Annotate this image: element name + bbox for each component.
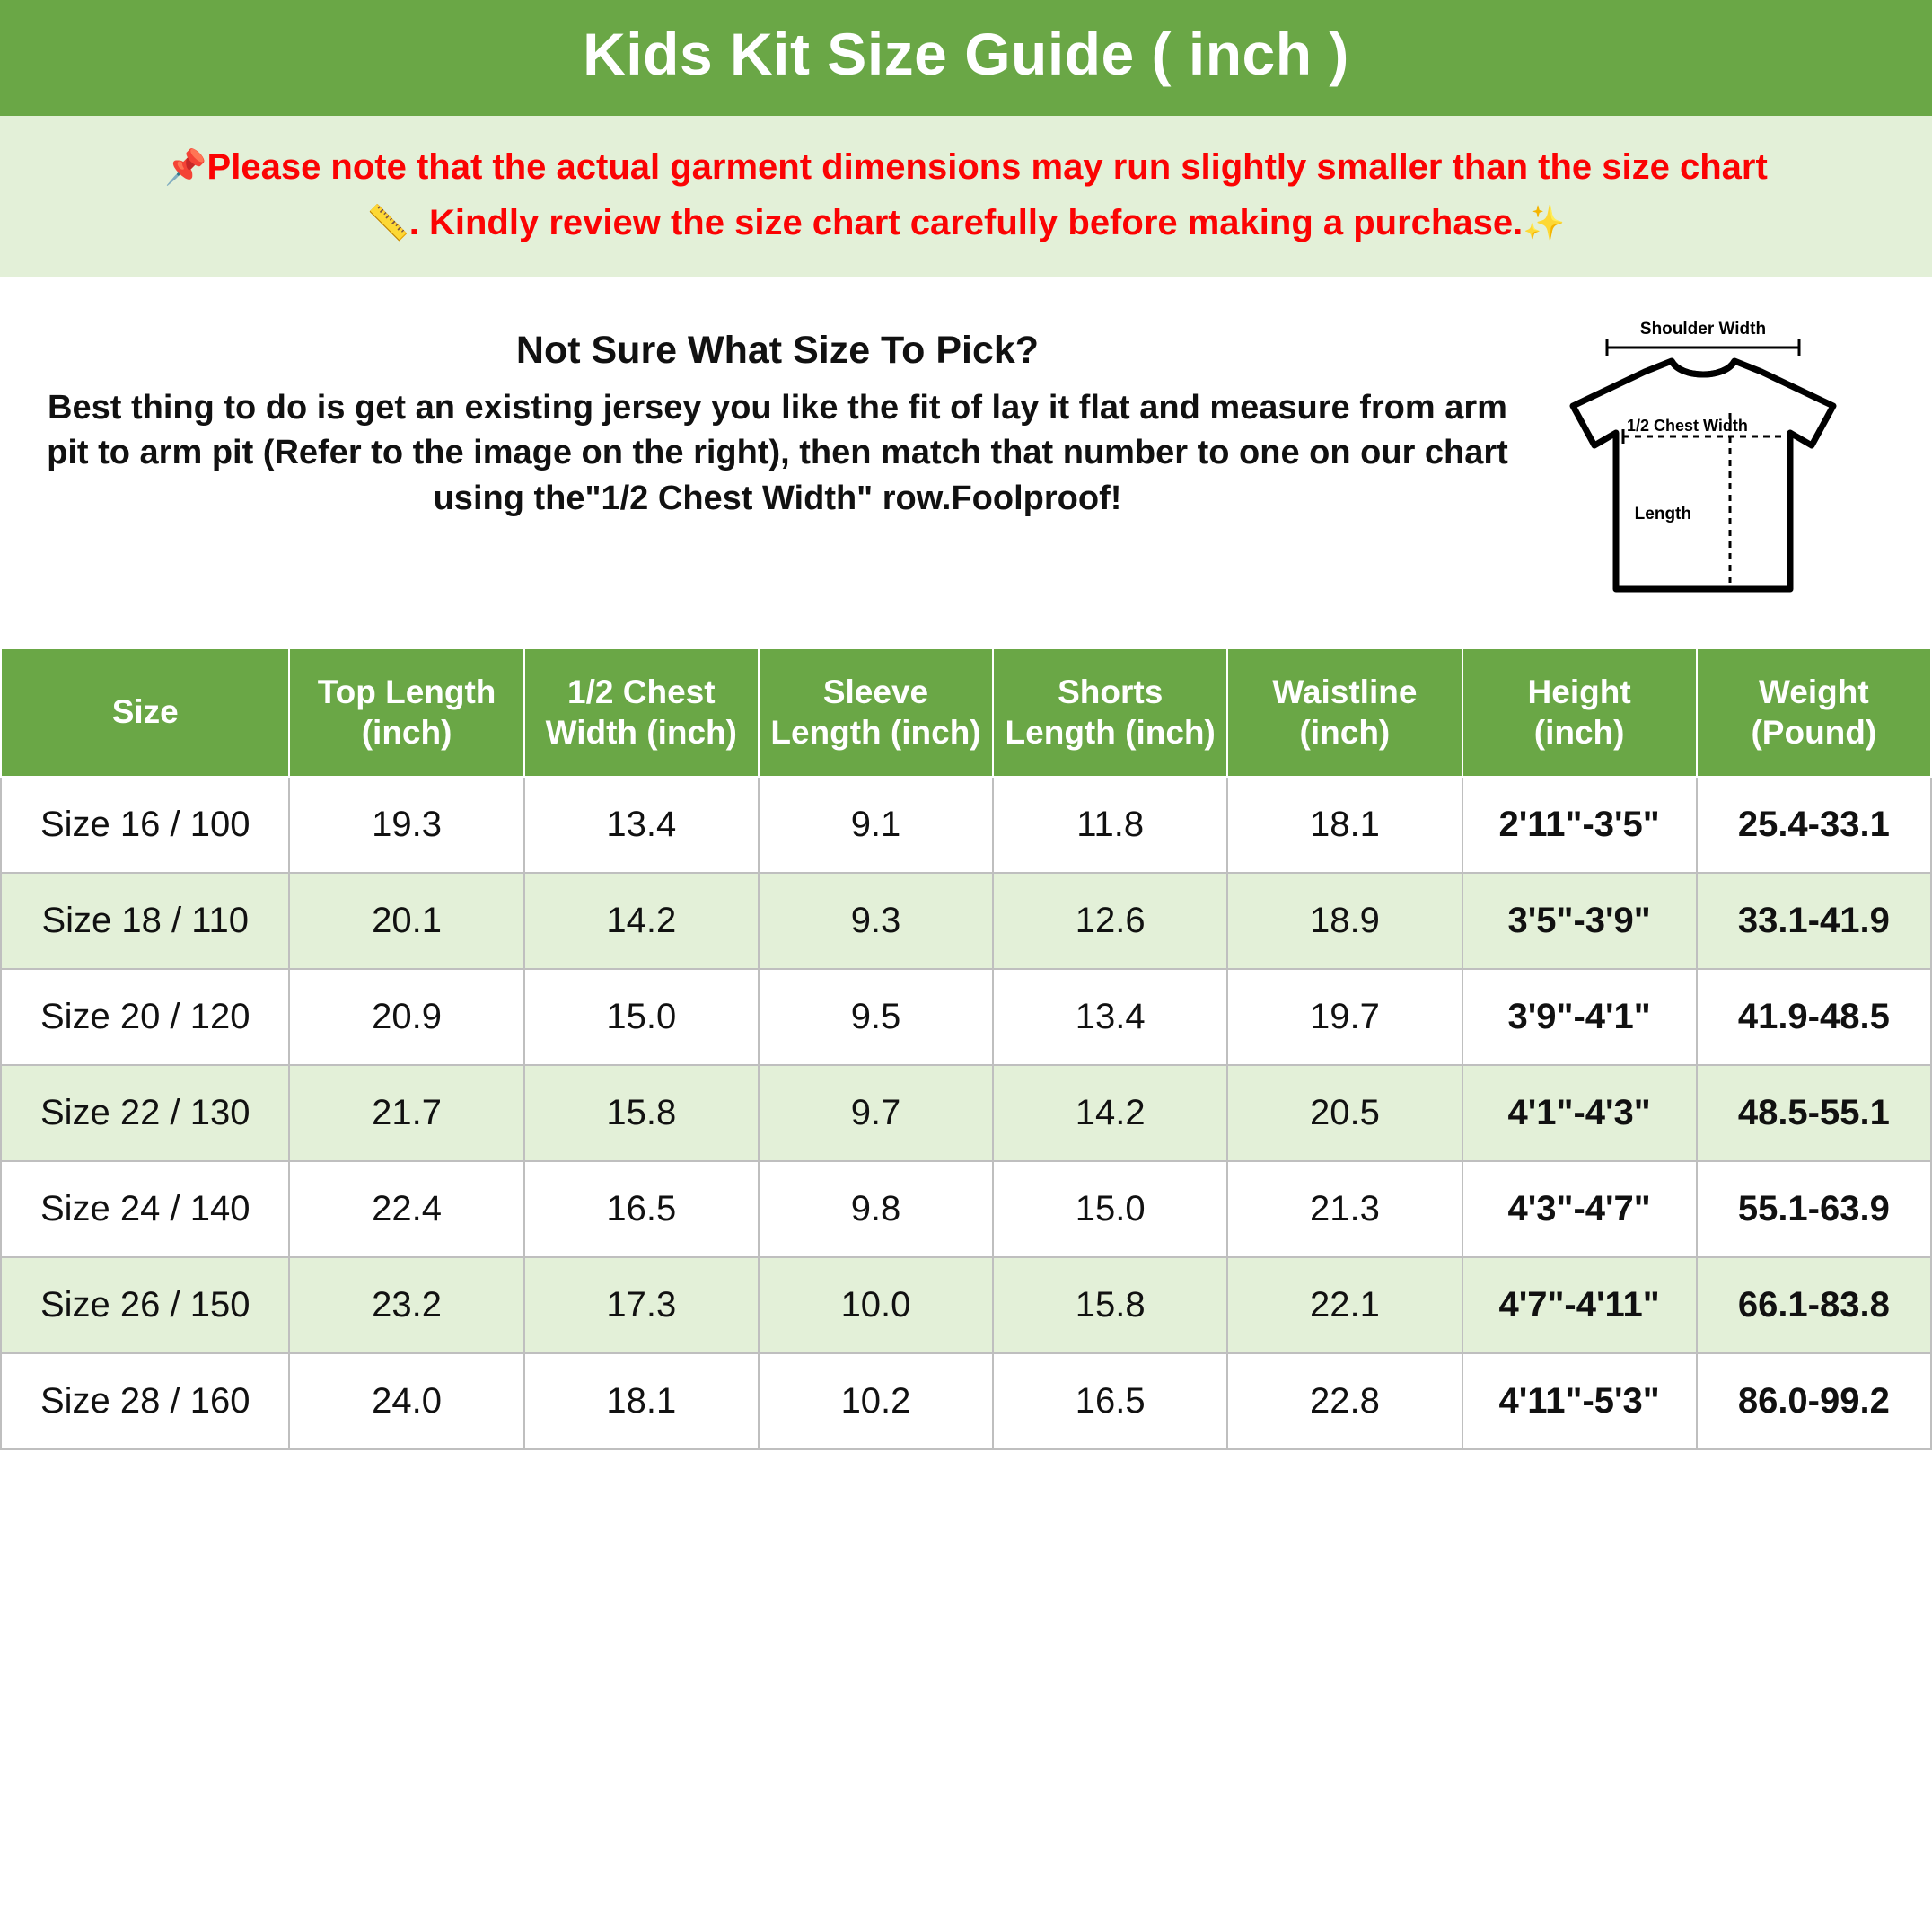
cell-waistline: 18.1 bbox=[1227, 777, 1462, 873]
cell-sleeve-length: 10.2 bbox=[759, 1353, 993, 1449]
ruler-icon: 📏 bbox=[366, 205, 409, 243]
table-row bbox=[1, 1065, 1931, 1161]
cell-top-length: 20.9 bbox=[289, 969, 523, 1065]
cell-top-length: 20.1 bbox=[289, 873, 523, 969]
cell-sleeve-length: 9.3 bbox=[759, 873, 993, 969]
cell-top-length: 21.7 bbox=[289, 1065, 523, 1161]
cell-top-length: 19.3 bbox=[289, 777, 523, 873]
cell-height: 4'11"-5'3" bbox=[1462, 1353, 1697, 1449]
col-header-height: Height (inch) bbox=[1462, 648, 1697, 777]
table-head bbox=[1, 648, 1931, 777]
help-heading: Not Sure What Size To Pick? bbox=[515, 329, 1040, 373]
cell-shorts-length: 15.0 bbox=[993, 1161, 1227, 1257]
col-header-half-chest-width: 1/2 Chest Width (inch) bbox=[524, 648, 759, 777]
cell-height: 4'7"-4'11" bbox=[1462, 1257, 1697, 1353]
svg-text:Length: Length bbox=[1634, 505, 1691, 524]
cell-shorts-length: 11.8 bbox=[993, 777, 1227, 873]
cell-shorts-length: 16.5 bbox=[993, 1353, 1227, 1449]
cell-waistline: 18.9 bbox=[1227, 873, 1462, 969]
cell-waistline: 21.3 bbox=[1227, 1161, 1462, 1257]
cell-half-chest-width: 15.0 bbox=[524, 969, 759, 1065]
cell-top-length: 22.4 bbox=[289, 1161, 523, 1257]
note-line-2 bbox=[36, 195, 1896, 251]
table-row bbox=[1, 1257, 1931, 1353]
cell-half-chest-width: 16.5 bbox=[524, 1161, 759, 1257]
table-row bbox=[1, 777, 1931, 873]
cell-weight: 41.9-48.5 bbox=[1697, 969, 1931, 1065]
help-text-block bbox=[0, 311, 1537, 520]
svg-text:1/2 Chest Width: 1/2 Chest Width bbox=[1627, 417, 1748, 436]
cell-size: Size 22 / 130 bbox=[1, 1065, 289, 1161]
cell-size: Size 26 / 150 bbox=[1, 1257, 289, 1353]
cell-waistline: 20.5 bbox=[1227, 1065, 1462, 1161]
page-title: Kids Kit Size Guide ( inch ) bbox=[583, 21, 1349, 87]
col-header-size: Size bbox=[1, 648, 289, 777]
cell-weight: 48.5-55.1 bbox=[1697, 1065, 1931, 1161]
page-title-bar bbox=[0, 0, 1932, 116]
note-band bbox=[0, 116, 1932, 277]
cell-sleeve-length: 9.7 bbox=[759, 1065, 993, 1161]
cell-waistline: 19.7 bbox=[1227, 969, 1462, 1065]
tshirt-measurement-diagram bbox=[1537, 311, 1932, 621]
cell-size: Size 18 / 110 bbox=[1, 873, 289, 969]
cell-half-chest-width: 17.3 bbox=[524, 1257, 759, 1353]
cell-weight: 33.1-41.9 bbox=[1697, 873, 1931, 969]
cell-top-length: 23.2 bbox=[289, 1257, 523, 1353]
col-header-waistline: Waistline (inch) bbox=[1227, 648, 1462, 777]
cell-height: 3'5"-3'9" bbox=[1462, 873, 1697, 969]
table-row bbox=[1, 1353, 1931, 1449]
table-row bbox=[1, 873, 1931, 969]
cell-weight: 55.1-63.9 bbox=[1697, 1161, 1931, 1257]
cell-size: Size 20 / 120 bbox=[1, 969, 289, 1065]
cell-sleeve-length: 9.1 bbox=[759, 777, 993, 873]
note-line-1 bbox=[36, 139, 1896, 195]
sparkles-icon: ✨ bbox=[1523, 205, 1566, 243]
cell-shorts-length: 12.6 bbox=[993, 873, 1227, 969]
table-row bbox=[1, 969, 1931, 1065]
cell-sleeve-length: 9.5 bbox=[759, 969, 993, 1065]
cell-size: Size 24 / 140 bbox=[1, 1161, 289, 1257]
cell-waistline: 22.1 bbox=[1227, 1257, 1462, 1353]
cell-height: 3'9"-4'1" bbox=[1462, 969, 1697, 1065]
col-header-sleeve-length: Sleeve Length (inch) bbox=[759, 648, 993, 777]
cell-half-chest-width: 13.4 bbox=[524, 777, 759, 873]
pushpin-icon: 📌 bbox=[164, 149, 207, 188]
note-line-1-text: Please note that the actual garment dimensions may run slightly smaller than the size chart bbox=[206, 147, 1768, 188]
cell-size: Size 16 / 100 bbox=[1, 777, 289, 873]
cell-half-chest-width: 15.8 bbox=[524, 1065, 759, 1161]
cell-shorts-length: 13.4 bbox=[993, 969, 1227, 1065]
help-section bbox=[0, 277, 1932, 647]
cell-height: 2'11"-3'5" bbox=[1462, 777, 1697, 873]
cell-weight: 66.1-83.8 bbox=[1697, 1257, 1931, 1353]
cell-size: Size 28 / 160 bbox=[1, 1353, 289, 1449]
cell-half-chest-width: 18.1 bbox=[524, 1353, 759, 1449]
cell-weight: 25.4-33.1 bbox=[1697, 777, 1931, 873]
col-header-top-length: Top Length (inch) bbox=[289, 648, 523, 777]
cell-waistline: 22.8 bbox=[1227, 1353, 1462, 1449]
cell-sleeve-length: 9.8 bbox=[759, 1161, 993, 1257]
help-body: Best thing to do is get an existing jersey you like the fit of lay it flat and measure from arm pit to arm pit (Refer to the image on the right), then match that number to one on our chart using the"1/2 Chest Width" row.Foolproof! bbox=[47, 389, 1508, 517]
cell-height: 4'3"-4'7" bbox=[1462, 1161, 1697, 1257]
cell-sleeve-length: 10.0 bbox=[759, 1257, 993, 1353]
table-body bbox=[1, 777, 1931, 1449]
svg-text:Shoulder Width: Shoulder Width bbox=[1639, 320, 1767, 339]
table-row bbox=[1, 1161, 1931, 1257]
col-header-shorts-length: Shorts Length (inch) bbox=[993, 648, 1227, 777]
cell-top-length: 24.0 bbox=[289, 1353, 523, 1449]
cell-weight: 86.0-99.2 bbox=[1697, 1353, 1931, 1449]
note-line-2-text: . Kindly review the size chart carefully before making a purchase. bbox=[408, 203, 1524, 243]
col-header-weight: Weight (Pound) bbox=[1697, 648, 1931, 777]
cell-height: 4'1"-4'3" bbox=[1462, 1065, 1697, 1161]
table-header-row bbox=[1, 648, 1931, 777]
size-chart-table bbox=[0, 647, 1932, 1450]
cell-half-chest-width: 14.2 bbox=[524, 873, 759, 969]
tshirt-icon bbox=[1537, 320, 1869, 616]
cell-shorts-length: 14.2 bbox=[993, 1065, 1227, 1161]
cell-shorts-length: 15.8 bbox=[993, 1257, 1227, 1353]
